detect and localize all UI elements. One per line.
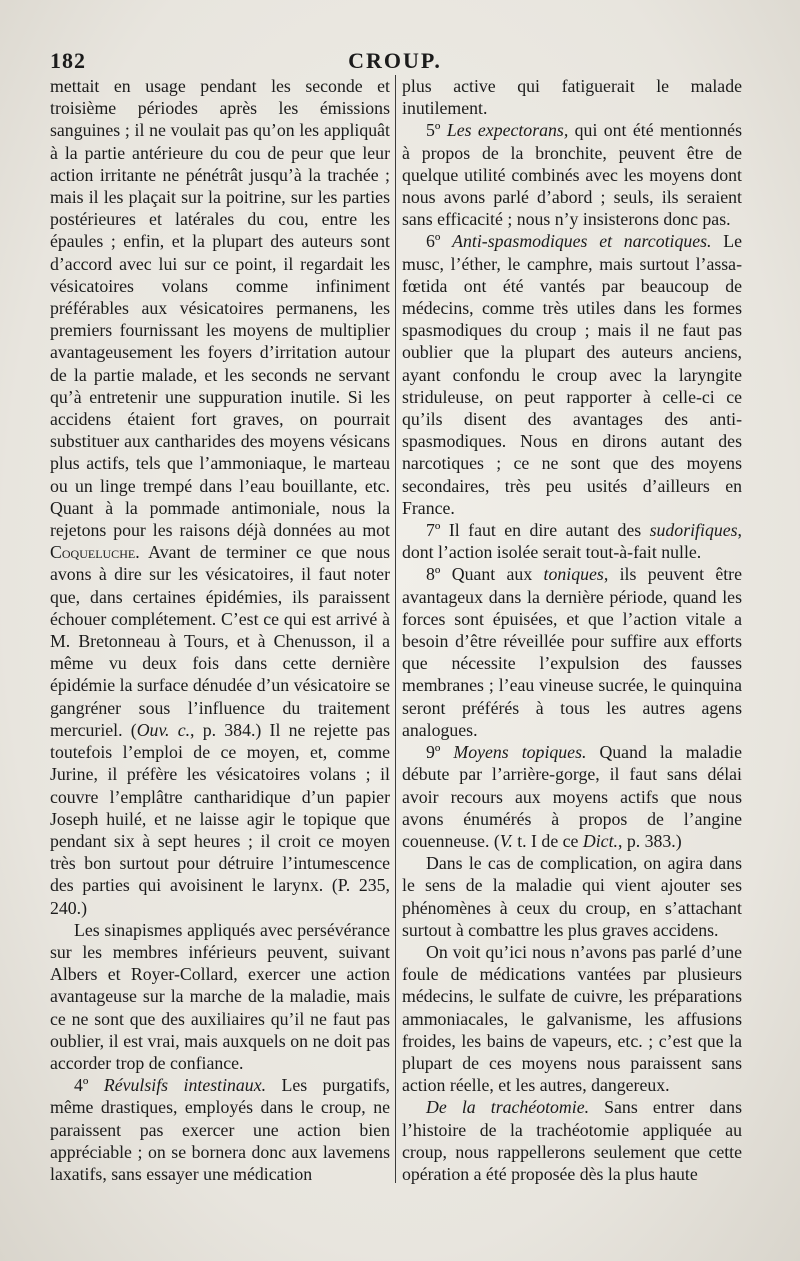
citation: V.	[499, 830, 513, 851]
left-column	[50, 75, 390, 1185]
paragraph: De la trachéotomie. Sans entrer dans l’histoire de la trachéotomie appliquée au croup, nous rappellerons seulement que cette opération a été proposée dès la plus haute	[402, 1097, 742, 1184]
section-heading: Moyens topiques.	[453, 742, 587, 763]
paragraph: plus active qui fatiguerait le malade inutilement.	[402, 76, 742, 119]
running-head	[50, 48, 740, 76]
paragraph: mettait en usage pendant les seconde et troisième périodes après les émissions sanguines ; il ne voulait pas qu’on les appliquât à la partie antérieure du cou de peur que leur action irritante ne pénétrât jusqu’à la trachée ; mais il les plaçait sur la poitrine, sur les parties postérieures et latérales du cou, entre les épaules ; enfin, et la plupart des auteurs sont d’accord avec lui sur ce point, il regardait les vésicatoires volans comme infiniment préférables aux vésicatoires permanens, les premiers fournissant les moyens de multiplier avantageusement les foyers d’irritation autour de la partie malade, et les seconds ne servant qu’à entretenir une suppuration inutile. Si les accidens étaient fort graves, on pourrait substituer aux cantharides des moyens vésicans plus actifs, tels que l’ammoniaque, le marteau ou un linge trempé dans l’eau bouillante, etc. Quant à la pommade antimoniale, nous la rejetons pour les raisons déjà données au mot Coqueluche. Avant de terminer ce que nous avons à dire sur les vésicatoires, il faut noter que, dans certaines épidémies, ils paraissent échouer complétement. C’est ce qui est arrivé à M. Bretonneau à Tours, et à Chenusson, il a même vu deux fois dans cette dernière épidémie la surface dénudée d’un vésicatoire se gangréner sous l’influence du traitement mercuriel. (Ouv. c., p. 384.) Il ne rejette pas toutefois l’emploi de ce moyen, et, comme Jurine, il préfère les vésicatoires volans ; il couvre l’emplâtre cantharidique d’un papier Joseph huilé, et ne laisse agir le topique que pendant six à sept heures ; il croit ce moyen très bon surtout pour détruire l’intumescence des parties qui avoisinent le larynx. (P. 235, 240.)	[50, 76, 390, 918]
cross-reference: Coqueluche	[50, 542, 136, 563]
paragraph: 5º Les expectorans, qui ont été mentionnés à propos de la bronchite, peuvent être de quelque utilité combinés avec les moyens dont nous avons parlé d’abord ; seuls, ils seraient sans efficacité ; nous n’y insisterons donc pas.	[402, 120, 742, 230]
paragraph: 7º Il faut en dire autant des sudorifiques, dont l’action isolée serait tout-à-fait nulle.	[402, 520, 742, 563]
paragraph: 8º Quant aux toniques, ils peuvent être avantageux dans la dernière période, quand les forces sont épuisées, et que l’action vitale a besoin d’être réveillée pour suffire aux efforts que nécessite l’expulsion des fausses membranes ; l’eau vineuse sucrée, le quinquina seront préférés à tous les autres agens analogues.	[402, 564, 742, 740]
column-divider	[395, 75, 396, 1183]
text-columns	[50, 75, 740, 1195]
paragraph: 6º Anti-spasmodiques et narcotiques. Le musc, l’éther, le camphre, mais surtout l’assa-fœtida ont été vantés par beaucoup de médecins, comme très utiles dans les formes spasmodiques du croup ; mais il ne faut pas oublier que la plupart des auteurs anciens, ayant confondu le croup avec la laryngite striduleuse, on peut rapporter à celle-ci ce qu’ils disent des avantages des anti-spasmodiques. Nous en dirons autant des narcotiques ; ce ne sont que des moyens secondaires, très peu usités d’ailleurs en France.	[402, 231, 742, 518]
section-heading: toniques	[543, 564, 604, 585]
section-heading: De la trachéotomie.	[426, 1097, 590, 1118]
paragraph: 9º Moyens topiques. Quand la maladie débute par l’arrière-gorge, il faut sans délai avoir recours aux moyens actifs que nous avons énumérés à propos de l’angine couenneuse. (V. t. I de ce Dict., p. 383.)	[402, 742, 742, 851]
section-heading: Les expectorans,	[446, 120, 569, 141]
citation: Dict.	[582, 830, 618, 851]
section-heading: Anti-spasmodiques et narcotiques.	[452, 231, 712, 252]
page-number: 182	[50, 48, 86, 73]
right-column	[402, 75, 742, 1185]
paragraph: Dans le cas de complication, on agira dans le sens de la maladie qui vient ajouter ses phénomènes à ceux du croup, en s’attachant surtout à combattre les plus graves accidens.	[402, 853, 742, 940]
citation: Ouv. c.	[136, 719, 191, 740]
section-heading: sudorifiques	[649, 520, 738, 541]
paragraph: Les sinapismes appliqués avec persévérance sur les membres inférieurs peuvent, suivant Albers et Royer-Collard, exercer une action avantageuse sur la marche de la maladie, mais ce ne sont que des auxiliaires qu’il ne faut pas oublier, il est vrai, mais auxquels on ne doit pas accorder trop de confiance.	[50, 919, 390, 1073]
section-heading: Révulsifs intestinaux.	[103, 1075, 267, 1096]
paragraph: On voit qu’ici nous n’avons pas parlé d’une foule de médications vantées par plusieurs médecins, le sulfate de cuivre, les préparations ammoniacales, le galvanisme, les affusions froides, les bains de vapeurs, etc. ; c’est que la plupart de ces moyens nous paraissent sans action réelle, et les autres, dangereux.	[402, 941, 742, 1096]
paragraph: 4º Révulsifs intestinaux. Les purgatifs, même drastiques, employés dans le croup, ne paraissent pas exercer une action bien appréciable ; on se bornera donc aux lavemens laxatifs, sans essayer une médication	[50, 1075, 390, 1184]
running-title: CROUP.	[348, 48, 442, 73]
